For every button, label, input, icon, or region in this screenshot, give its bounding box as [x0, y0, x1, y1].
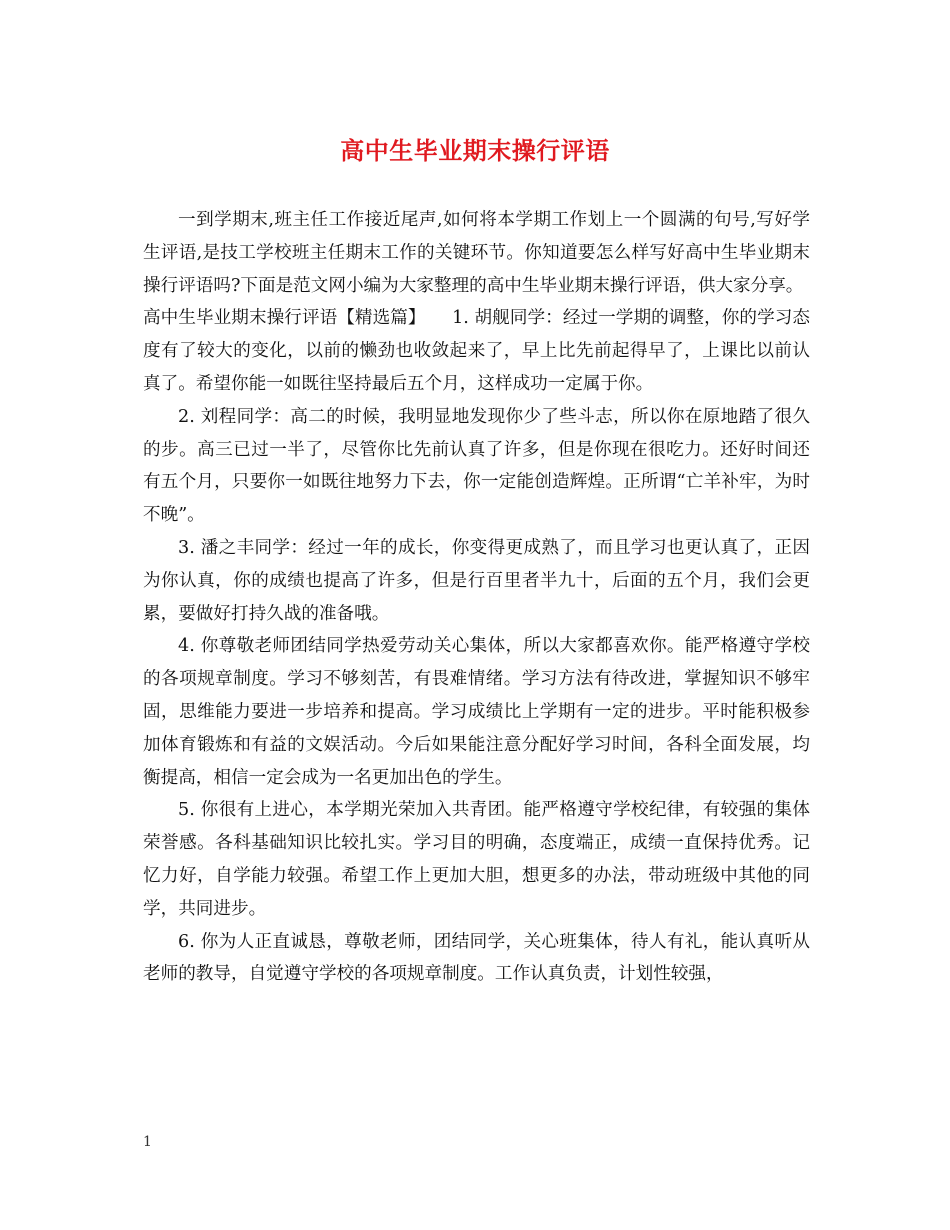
page-number: 1 [143, 1134, 152, 1150]
comment-paragraph-5: 5. 你很有上进心，本学期光荣加入共青团。能严格遵守学校纪律，有较强的集体荣誉感。各科基础知识比较扎实。学习目的明确，态度端正，成绩一直保持优秀。记忆力好，自学能力较强。希望工作上更加大胆，想更多的办法，带动班级中其他的同学，共同进步。 [143, 800, 810, 919]
section-heading-paragraph: 高中生毕业期末操行评语【精选篇】 1. 胡舰同学：经过一学期的调整，你的学习态度有了较大的变化，以前的懒劲也收敛起来了，早上比先前起得早了，上课比以前认真了。希望你能一如既往坚持最后五个月，这样成功一定属于你。 [143, 308, 810, 394]
comment-paragraph-4: 4. 你尊敬老师团结同学热爱劳动关心集体，所以大家都喜欢你。能严格遵守学校的各项规章制度。学习不够刻苦，有畏难情绪。学习方法有待改进，掌握知识不够牢固，思维能力要进一步培养和提高。学习成绩比上学期有一定的进步。平时能积极参加体育锻炼和有益的文娱活动。今后如果能注意分配好学习时间，各科全面发展，均衡提高，相信一定会成为一名更加出色的学生。 [143, 636, 810, 788]
comment-paragraph-2: 2. 刘程同学：高二的时候，我明显地发现你少了些斗志，所以你在原地踏了很久的步。高三已过一半了，尽管你比先前认真了许多，但是你现在很吃力。还好时间还有五个月，只要你一如既往地努力下去，你一定能创造辉煌。正所谓“亡羊补牢，为时不晚”。 [143, 406, 810, 526]
intro-paragraph: 一到学期末,班主任工作接近尾声,如何将本学期工作划上一个圆满的句号,写好学生评语,是技工学校班主任期末工作的关键环节。你知道要怎么样写好高中生毕业期末操行评语吗?下面是范文网小编为大家整理的高中生毕业期末操行评语，供大家分享。 [143, 210, 810, 296]
comment-paragraph-3: 3. 潘之丰同学：经过一年的成长，你变得更成熟了，而且学习也更认真了，正因为你认真，你的成绩也提高了许多，但是行百里者半九十，后面的五个月，我们会更累，要做好打持久战的准备哦。 [143, 537, 810, 624]
document-body [143, 204, 810, 991]
document-title: 高中生毕业期末操行评语 [340, 136, 610, 165]
comment-paragraph-6: 6. 你为人正直诚恳，尊敬老师，团结同学，关心班集体，待人有礼，能认真听从老师的教导，自觉遵守学校的各项规章制度。工作认真负责，计划性较强， [143, 931, 810, 985]
